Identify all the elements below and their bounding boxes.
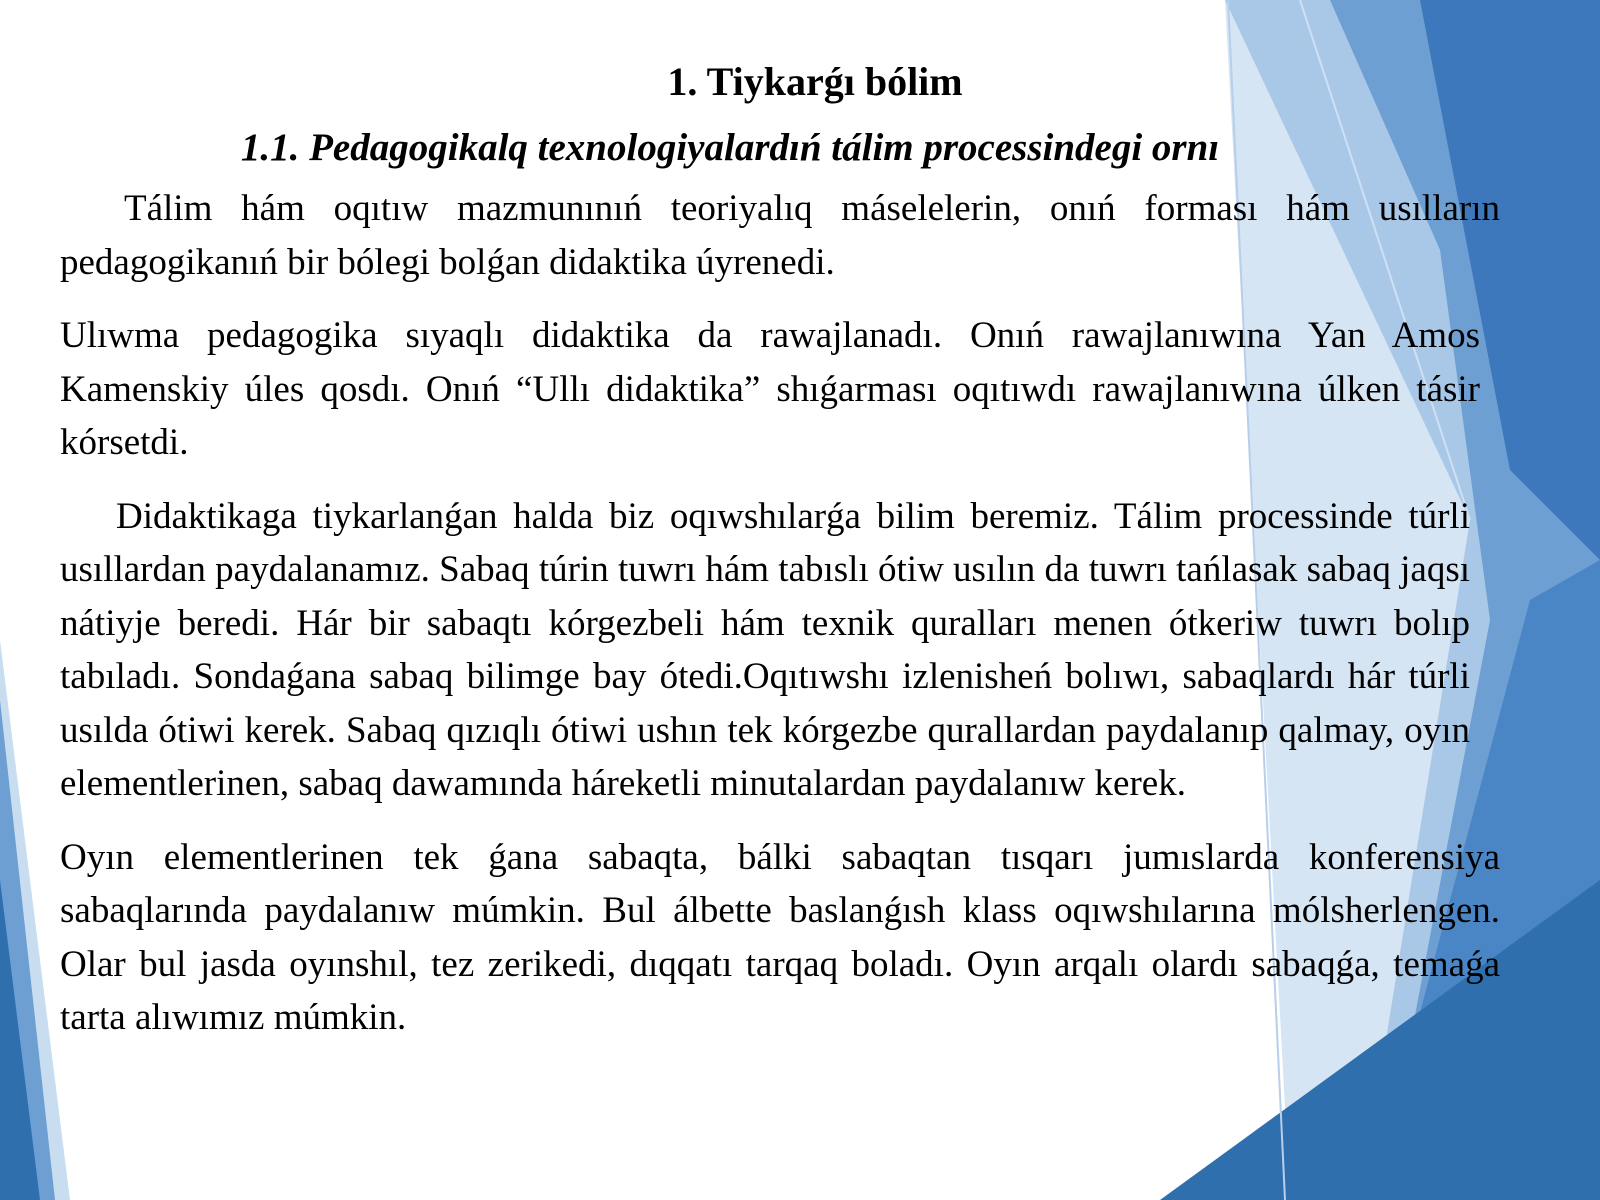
subsection-heading: 1.1. Pedagogikalq texnologiyalardıń tálim processindegi ornı: [240, 126, 1220, 169]
body-paragraph-3: Didaktikaga tiykarlanǵan halda biz oqıwshılarǵa bilim beremiz. Tálim processinde túrli usıllardan paydalanamız. Sabaq túrin tuwrı hám tabıslı ótiw usılın da tuwrı tańlasak sabaq jaqsı nátiyje beredi. Hár bir sabaqtı kórgezbeli hám texnik quralları menen ótkeriw tuwrı bolıp tabıladı. Sondaǵana sabaq bilimge bay ótedi.Oqıtıwshı izlenisheń bolıwı, sabaqlardı hár túrli usılda ótiwi kerek. Sabaq qızıqlı ótiwi ushın tek kórgezbe qurallardan paydalanıp qalmay, oyın elementlerinen, sabaq dawamında háreketli minutalardan paydalanıw kerek.: [60, 495, 1470, 804]
slide-content: [60, 52, 1500, 1065]
section-heading: 1. Tiykarǵı bólim: [667, 59, 963, 104]
body-paragraph-4: Oyın elementlerinen tek ǵana sabaqta, bálki sabaqtan tısqarı jumıslarda konferensiya sabaqlarında paydalanıw múmkin. Bul álbette baslanǵısh klass oqıwshılarına mólsherlengen. Olar bul jasda oyınshıl, tez zerikedi, dıqqatı tarqaq boladı. Oyın arqalı olardı sabaqǵa, temaǵa tarta alıwımız múmkin.: [60, 836, 1500, 1038]
body-paragraph-1: Tálim hám oqıtıw mazmunınıń teoriyalıq máselelerin, onıń forması hám usılların pedagogikanıń bir bólegi bolǵan didaktika úyrenedi.: [60, 188, 1500, 283]
body-paragraph-2: Ulıwma pedagogika sıyaqlı didaktika da rawajlanadı. Onıń rawajlanıwına Yan Amos Kamenskiy úles qosdı. Onıń “Ullı didaktika” shıǵarması oqıtıwdı rawajlanıwına úlken tásir kórsetdi.: [60, 315, 1480, 463]
